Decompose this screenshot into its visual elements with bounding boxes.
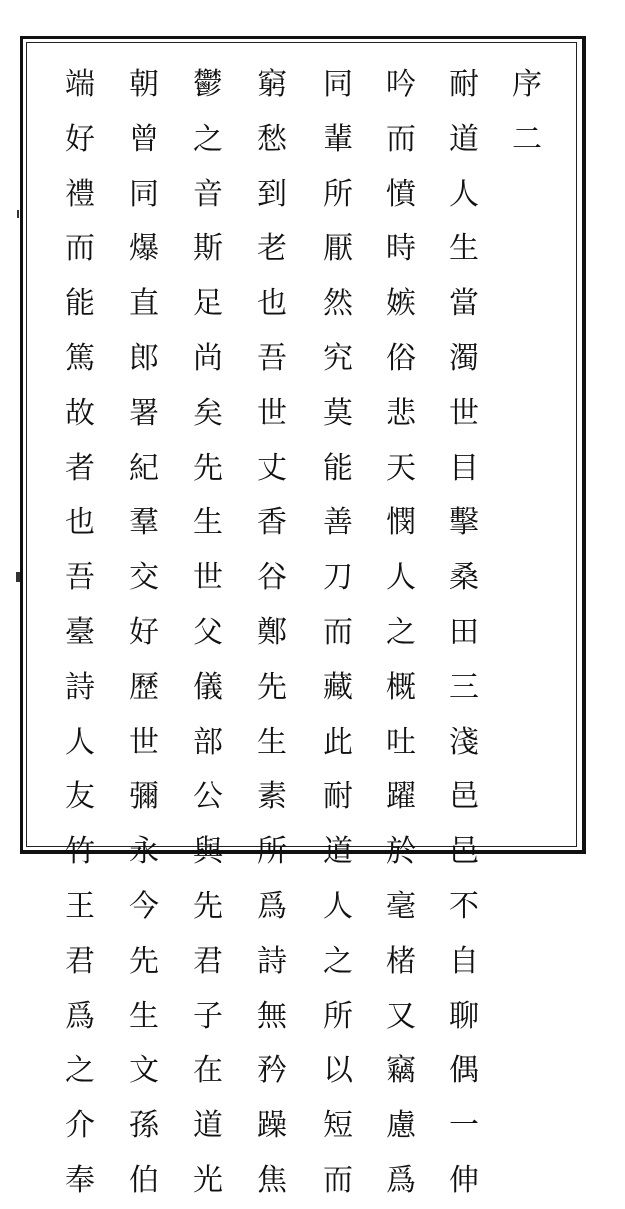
- text-char: 同: [323, 67, 353, 102]
- text-char: 故: [65, 395, 95, 431]
- text-char: 生: [257, 724, 287, 760]
- text-char: 耐: [323, 779, 353, 815]
- text-char: 矣: [193, 395, 223, 431]
- text-char: 好: [65, 121, 95, 157]
- text-char: 羣: [129, 505, 159, 541]
- page-border-inner: [26, 42, 577, 847]
- text-column: [124, 58, 164, 1209]
- text-char: 香: [257, 505, 287, 541]
- text-char: 鬱: [193, 67, 223, 102]
- text-char: 無: [257, 998, 287, 1034]
- text-char: 吾: [257, 340, 287, 376]
- text-char: 焦: [257, 1162, 287, 1198]
- text-char: 俗: [386, 340, 416, 376]
- text-char: 詩: [257, 943, 287, 979]
- text-char: 王: [65, 888, 95, 924]
- text-char: 人: [323, 888, 353, 924]
- text-char: 交: [129, 560, 159, 596]
- text-char: 之: [386, 614, 416, 650]
- text-char: 音: [193, 176, 223, 212]
- text-char: 歷: [129, 669, 159, 705]
- text-char: 刀: [323, 560, 353, 596]
- text-char: 介: [65, 1108, 95, 1144]
- text-char: 所: [323, 998, 353, 1034]
- text-char: 人: [449, 176, 479, 212]
- text-char: 先: [257, 669, 287, 705]
- text-char: 先: [193, 888, 223, 924]
- text-char: 偶: [449, 1053, 479, 1089]
- text-char: 楮: [386, 943, 416, 979]
- text-char: 篤: [65, 340, 95, 376]
- text-char: 好: [129, 614, 159, 650]
- text-char: 吟: [386, 67, 416, 102]
- text-char: 聊: [449, 998, 479, 1034]
- text-char: 以: [323, 1053, 353, 1089]
- text-char: 愁: [257, 121, 287, 157]
- text-column: [381, 58, 421, 1209]
- text-char: 邑: [449, 779, 479, 815]
- text-char: 憫: [386, 505, 416, 541]
- text-char: 天: [386, 450, 416, 486]
- text-char: 之: [193, 121, 223, 157]
- text-char: 斯: [193, 231, 223, 267]
- text-char: 悲: [386, 395, 416, 431]
- text-char: 友: [65, 779, 95, 815]
- text-char: 儀: [193, 669, 223, 705]
- text-char: 淺: [449, 724, 479, 760]
- text-char: 世: [257, 395, 287, 431]
- text-char: 在: [193, 1053, 223, 1089]
- text-char: 當: [449, 286, 479, 322]
- text-char: 父: [193, 614, 223, 650]
- text-char: 孫: [129, 1108, 159, 1144]
- text-char: 人: [65, 724, 95, 760]
- text-char: 三: [449, 669, 479, 705]
- text-char: 君: [193, 943, 223, 979]
- text-char: 而: [386, 121, 416, 157]
- text-char: 邑: [449, 834, 479, 870]
- text-char: 吾: [65, 560, 95, 596]
- text-char: 世: [449, 395, 479, 431]
- text-char: 文: [129, 1053, 159, 1089]
- text-char: 與: [193, 834, 223, 870]
- text-char: 紀: [129, 450, 159, 486]
- text-char: 此: [323, 724, 353, 760]
- text-char: 先: [129, 943, 159, 979]
- text-char: 生: [449, 231, 479, 267]
- text-char: 署: [129, 395, 159, 431]
- text-char: 濁: [449, 340, 479, 376]
- text-char: 目: [449, 450, 479, 486]
- text-char: 世: [129, 724, 159, 760]
- text-char: 然: [323, 286, 353, 322]
- text-char: 人: [386, 560, 416, 596]
- text-char: 彌: [129, 779, 159, 815]
- text-char: 臺: [65, 614, 95, 650]
- text-char: 素: [257, 779, 287, 815]
- text-char: 詩: [65, 669, 95, 705]
- text-char: 擊: [449, 505, 479, 541]
- text-char: 伯: [129, 1162, 159, 1198]
- text-char: 郎: [129, 340, 159, 376]
- binding-mark-bottom: [16, 572, 20, 582]
- text-char: 同: [129, 176, 159, 212]
- text-char: 爲: [65, 998, 95, 1034]
- section-header-column: [507, 58, 547, 168]
- text-char: 道: [193, 1108, 223, 1144]
- text-char: 老: [257, 231, 287, 267]
- text-char: 丈: [257, 450, 287, 486]
- text-column: [318, 58, 358, 1209]
- text-char: 於: [386, 834, 416, 870]
- text-char: 不: [449, 888, 479, 924]
- text-char: 生: [193, 505, 223, 541]
- text-char: 部: [193, 724, 223, 760]
- text-char: 谷: [257, 560, 287, 596]
- text-char: 所: [323, 176, 353, 212]
- text-char: 到: [257, 176, 287, 212]
- text-char: 之: [65, 1053, 95, 1089]
- section-header-char: 序: [512, 67, 542, 102]
- text-char: 輩: [323, 121, 353, 157]
- text-char: 藏: [323, 669, 353, 705]
- text-char: 能: [323, 450, 353, 486]
- text-char: 而: [323, 614, 353, 650]
- text-char: 先: [193, 450, 223, 486]
- text-char: 厭: [323, 231, 353, 267]
- text-char: 耐: [449, 67, 479, 102]
- text-char: 世: [193, 560, 223, 596]
- text-char: 短: [323, 1108, 353, 1144]
- text-char: 道: [323, 834, 353, 870]
- text-char: 嫉: [386, 286, 416, 322]
- text-char: 公: [193, 779, 223, 815]
- text-char: 自: [449, 943, 479, 979]
- text-char: 矜: [257, 1053, 287, 1089]
- text-char: 究: [323, 340, 353, 376]
- text-char: 永: [129, 834, 159, 870]
- text-char: 足: [193, 286, 223, 322]
- text-char: 桑: [449, 560, 479, 596]
- text-char: 爲: [257, 888, 287, 924]
- text-char: 鄭: [257, 614, 287, 650]
- text-char: 而: [323, 1162, 353, 1198]
- text-char: 窮: [257, 67, 287, 102]
- text-char: 所: [257, 834, 287, 870]
- text-char: 慮: [386, 1108, 416, 1144]
- text-char: 躍: [386, 779, 416, 815]
- section-header-char: 二: [512, 121, 542, 157]
- text-char: 又: [386, 998, 416, 1034]
- text-char: 也: [65, 505, 95, 541]
- text-char: 吐: [386, 724, 416, 760]
- text-char: 竹: [65, 834, 95, 870]
- text-char: 善: [323, 505, 353, 541]
- text-char: 竊: [386, 1053, 416, 1089]
- text-char: 能: [65, 286, 95, 322]
- text-column: [60, 58, 100, 1209]
- text-char: 也: [257, 286, 287, 322]
- text-char: 之: [323, 943, 353, 979]
- text-char: 爆: [129, 231, 159, 267]
- text-char: 今: [129, 888, 159, 924]
- text-char: 憤: [386, 176, 416, 212]
- text-column: [444, 58, 484, 1209]
- text-column: [252, 58, 292, 1209]
- text-char: 一: [449, 1108, 479, 1144]
- text-char: 田: [449, 614, 479, 650]
- text-char: 光: [193, 1162, 223, 1198]
- text-char: 生: [129, 998, 159, 1034]
- text-char: 毫: [386, 888, 416, 924]
- text-char: 爲: [386, 1162, 416, 1198]
- text-char: 而: [65, 231, 95, 267]
- text-char: 曾: [129, 121, 159, 157]
- text-column: [188, 58, 228, 1209]
- text-char: 莫: [323, 395, 353, 431]
- text-char: 伸: [449, 1162, 479, 1198]
- binding-mark-top: [17, 210, 19, 218]
- text-char: 時: [386, 231, 416, 267]
- text-char: 躁: [257, 1108, 287, 1144]
- text-char: 禮: [65, 176, 95, 212]
- text-char: 尚: [193, 340, 223, 376]
- text-char: 君: [65, 943, 95, 979]
- text-char: 直: [129, 286, 159, 322]
- text-char: 概: [386, 669, 416, 705]
- text-char: 道: [449, 121, 479, 157]
- text-char: 端: [65, 67, 95, 102]
- text-char: 子: [193, 998, 223, 1034]
- text-char: 奉: [65, 1162, 95, 1198]
- text-char: 朝: [129, 67, 159, 102]
- text-char: 者: [65, 450, 95, 486]
